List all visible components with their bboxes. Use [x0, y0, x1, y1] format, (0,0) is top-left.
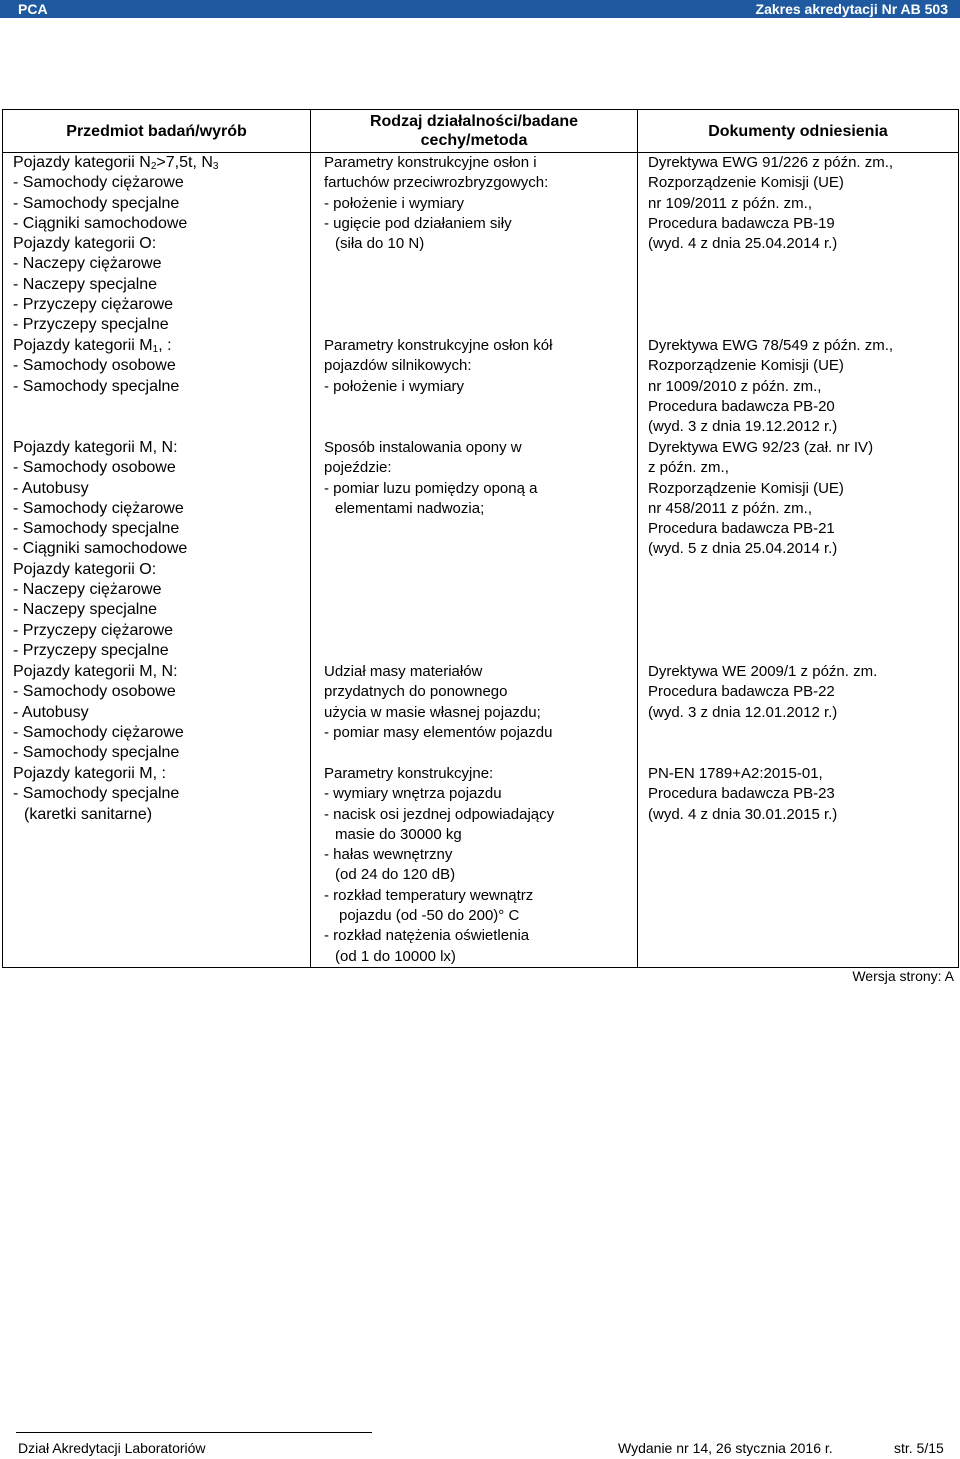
list-item: Dyrektywa EWG 92/23 (zał. nr IV): [648, 439, 874, 456]
list-item: Pojazdy kategorii M, N:: [13, 439, 178, 456]
list-item: (karetki sanitarne): [24, 805, 153, 823]
accreditation-table: [2, 109, 959, 968]
method-block-2: [324, 336, 637, 438]
subject-cell: [3, 153, 311, 968]
list-item: Pojazdy kategorii $M_1$, :: [13, 337, 172, 355]
list-item: - Samochody ciężarowe: [13, 723, 184, 741]
footer-edition: Wydanie nr 14, 26 stycznia 2016 r.: [618, 1440, 833, 1456]
footer-page-number: str. 5/15: [894, 1440, 944, 1456]
list-item: z późn. zm.,: [648, 459, 729, 477]
method-cell: [311, 153, 638, 968]
list-item: Procedura badawcza PB-22: [648, 683, 835, 701]
list-item: - Naczepy ciężarowe: [13, 255, 162, 273]
list-item: Parametry konstrukcyjne:: [324, 765, 494, 782]
documents-cell: [638, 153, 959, 968]
list-item: (siła do 10 N): [335, 235, 425, 253]
list-item: Sposób instalowania opony w: [324, 439, 522, 456]
subject-block-2: [13, 336, 310, 438]
list-item: - Samochody osobowe: [13, 683, 176, 701]
list-item: (wyd. 4 z dnia 25.04.2014 r.): [648, 235, 838, 253]
list-item: - Samochody ciężarowe: [13, 499, 184, 517]
list-item: Procedura badawcza PB-20: [648, 397, 835, 415]
list-item: użycia w masie własnej pojazdu;: [324, 703, 541, 721]
list-item: Dyrektywa EWG 78/549 z późn. zm.,: [648, 337, 894, 354]
list-item: Pojazdy kategorii M, :: [13, 765, 166, 782]
list-item: - Ciągniki samochodowe: [13, 540, 188, 558]
list-item: - rozkład temperatury wewnątrz: [324, 886, 534, 904]
subject-block-5: [13, 764, 310, 825]
list-item: - hałas wewnętrzny: [324, 846, 453, 864]
list-item: przydatnych do ponownego: [324, 683, 508, 701]
list-item: - Samochody ciężarowe: [13, 174, 184, 192]
table-header-row: [3, 110, 959, 153]
documents-block-5: [648, 764, 958, 825]
list-item: - Samochody osobowe: [13, 357, 176, 375]
list-item: PN-EN 1789+A2:2015-01,: [648, 765, 823, 782]
list-item: - Przyczepy specjalne: [13, 641, 169, 659]
list-item: - Naczepy specjalne: [13, 601, 158, 619]
list-item: - Przyczepy specjalne: [13, 316, 169, 334]
list-item: - Samochody specjalne: [13, 377, 180, 395]
list-item: - Naczepy specjalne: [13, 275, 158, 293]
subject-block-3: [13, 438, 310, 662]
method-block-3: [324, 438, 637, 662]
list-item: Pojazdy kategorii O:: [13, 235, 157, 253]
documents-block-2: [648, 336, 958, 438]
list-item: - Autobusy: [13, 703, 89, 721]
list-item: pojazdów silnikowych:: [324, 357, 472, 375]
list-item: - pomiar luzu pomiędzy oponą a: [324, 479, 538, 497]
list-item: (od 1 do 10000 lx): [335, 947, 456, 965]
subject-block-1: [13, 153, 310, 336]
list-item: Rozporządzenie Komisji (UE): [648, 479, 844, 497]
header-title: Zakres akredytacji Nr AB 503: [755, 1, 948, 17]
list-item: Pojazdy kategorii M, N:: [13, 663, 178, 680]
list-item: Procedura badawcza PB-23: [648, 785, 835, 803]
subject-block-4: [13, 662, 310, 764]
list-item: (wyd. 4 z dnia 30.01.2015 r.): [648, 805, 838, 823]
list-item: - Ciągniki samochodowe: [13, 214, 188, 232]
list-item: - Przyczepy ciężarowe: [13, 621, 174, 639]
method-block-4: [324, 662, 637, 764]
list-item: (wyd. 3 z dnia 12.01.2012 r.): [648, 703, 838, 721]
list-item: - ugięcie pod działaniem siły: [324, 214, 512, 232]
list-item: - pomiar masy elementów pojazdu: [324, 723, 553, 741]
list-item: Parametry konstrukcyjne osłon kół: [324, 337, 553, 354]
list-item: Pojazdy kategorii $N_2>7,5t$, $N_3$: [13, 154, 219, 172]
list-item: Procedura badawcza PB-21: [648, 520, 835, 538]
list-item: - rozkład natężenia oświetlenia: [324, 927, 530, 945]
header-org: PCA: [18, 1, 48, 17]
list-item: - Samochody specjalne: [13, 520, 180, 538]
list-item: - Samochody osobowe: [13, 459, 176, 477]
list-item: Parametry konstrukcyjne osłon i: [324, 154, 537, 171]
list-item: (od 24 do 120 dB): [335, 866, 456, 884]
list-item: Rozporządzenie Komisji (UE): [648, 357, 844, 375]
documents-block-4: [648, 662, 958, 764]
table-row: [3, 153, 959, 968]
list-item: Dyrektywa WE 2009/1 z późn. zm.: [648, 663, 878, 680]
footer-department: Dział Akredytacji Laboratoriów: [18, 1440, 206, 1456]
list-item: nr 458/2011 z późn. zm.,: [648, 499, 812, 517]
list-item: - Samochody specjalne: [13, 194, 180, 212]
method-block-5: [324, 764, 637, 967]
documents-block-1: [648, 153, 958, 336]
list-item: fartuchów przeciwrozbryzgowych:: [324, 174, 549, 192]
list-item: pojazdu (od -50 do 200)° C: [339, 907, 520, 925]
list-item: Rozporządzenie Komisji (UE): [648, 174, 844, 192]
list-item: - Przyczepy ciężarowe: [13, 296, 174, 314]
list-item: masie do 30000 kg: [335, 825, 462, 843]
list-item: - Naczepy ciężarowe: [13, 581, 162, 599]
list-item: - Samochody specjalne: [13, 785, 180, 803]
list-item: nr 109/2011 z późn. zm.,: [648, 194, 812, 212]
column-header-documents: Dokumenty odniesienia: [638, 110, 959, 153]
method-block-1: [324, 153, 637, 336]
list-item: - Samochody specjalne: [13, 744, 180, 762]
list-item: pojeździe:: [324, 459, 392, 477]
document-header-bar: [0, 0, 960, 18]
list-item: nr 1009/2010 z późn. zm.,: [648, 377, 822, 395]
column-header-method: Rodzaj działalności/badane cechy/metoda: [311, 110, 638, 153]
column-header-subject: Przedmiot badań/wyrób: [3, 110, 311, 153]
documents-block-3: [648, 438, 958, 662]
list-item: Procedura badawcza PB-19: [648, 214, 835, 232]
list-item: elementami nadwozia;: [335, 499, 485, 517]
list-item: - położenie i wymiary: [324, 377, 465, 395]
page-version: Wersja strony: A: [852, 968, 954, 984]
list-item: - wymiary wnętrza pojazdu: [324, 785, 502, 803]
list-item: Pojazdy kategorii O:: [13, 560, 157, 578]
list-item: - Autobusy: [13, 479, 89, 497]
list-item: Udział masy materiałów: [324, 663, 483, 680]
list-item: Dyrektywa EWG 91/226 z późn. zm.,: [648, 154, 894, 171]
list-item: - położenie i wymiary: [324, 194, 465, 212]
list-item: (wyd. 3 z dnia 19.12.2012 r.): [648, 418, 838, 436]
list-item: (wyd. 5 z dnia 25.04.2014 r.): [648, 540, 838, 558]
list-item: - nacisk osi jezdnej odpowiadający: [324, 805, 555, 823]
footer-divider: [16, 1432, 372, 1433]
